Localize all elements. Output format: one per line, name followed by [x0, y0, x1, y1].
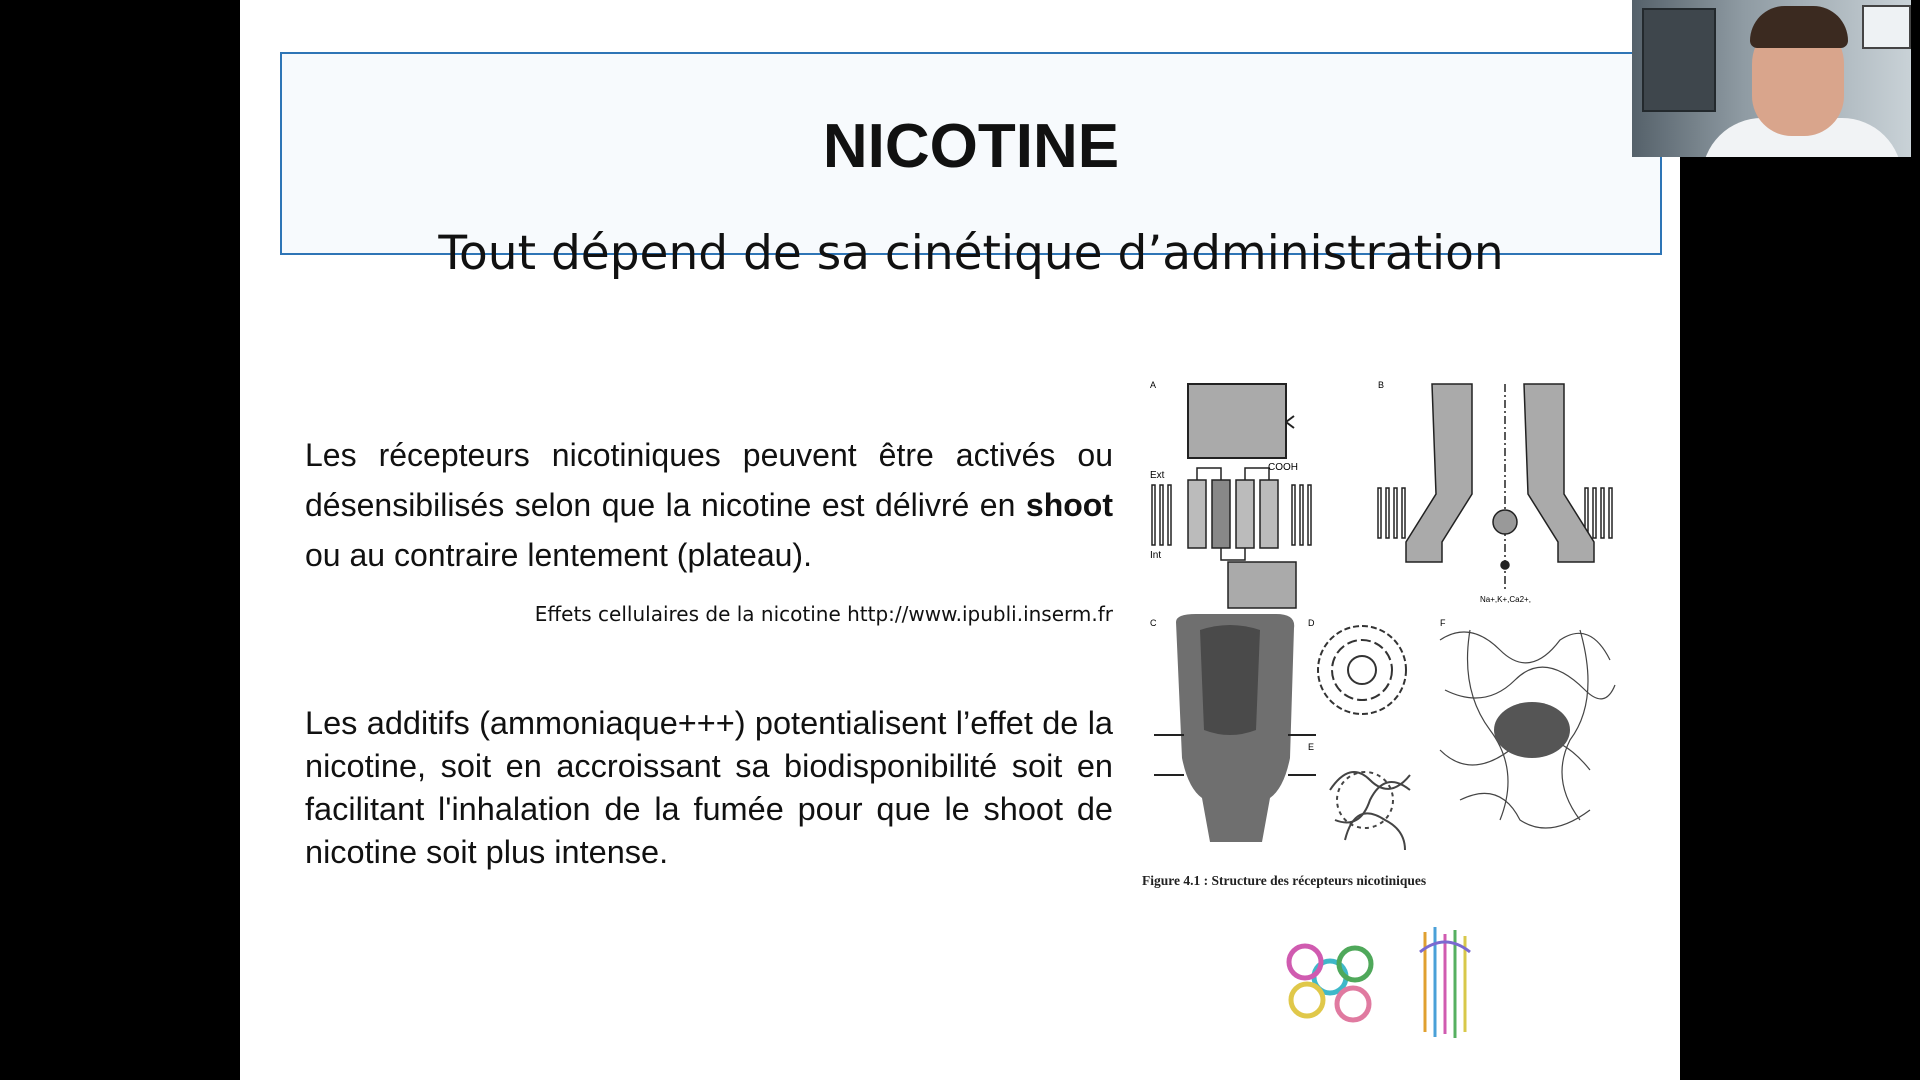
slide-subtitle: Tout dépend de sa cinétique d’administration [438, 226, 1504, 281]
presentation-slide [240, 0, 1680, 1080]
paragraph-receptors-text: Les récepteurs nicotiniques peuvent être activés ou désensibilisés selon que la nicotine est délivré en [305, 437, 1113, 523]
title-box [280, 52, 1662, 281]
webcam-video-feed [1632, 0, 1911, 157]
source-reference: Effets cellulaires de la nicotine http://www.ipubli.inserm.fr [534, 602, 1113, 626]
panel-label-d: D [1308, 618, 1315, 628]
receptor-structure-figure [1140, 370, 1630, 870]
slide-title: NICOTINE [822, 112, 1120, 181]
molecule-images [1275, 922, 1515, 1047]
label-ions: Na+,K+,Ca2+, [1480, 595, 1531, 604]
panel-label-b: B [1378, 380, 1385, 390]
paragraph-receptors-bold: shoot [1025, 487, 1113, 523]
figure-caption: Figure 4.1 : Structure des récepteurs nicotiniques [1142, 873, 1427, 888]
panel-label-f: F [1440, 618, 1446, 628]
panel-label-a: A [1150, 380, 1157, 390]
panel-label-e: E [1308, 742, 1315, 752]
paragraph-receptors-end: ou au contraire lentement (plateau). [305, 537, 812, 573]
paragraph-additives: Les additifs (ammoniaque+++) potentialisent l’effet de la nicotine, soit en accroissant sa biodisponibilité soit en facilitant l'inhalation de la fumée pour que le shoot de nicotine soit plus intense. [305, 705, 1113, 870]
panel-label-c: C [1150, 618, 1157, 628]
label-int: Int [1150, 550, 1162, 561]
label-ext: Ext [1150, 470, 1165, 481]
label-cooh: COOH [1268, 462, 1298, 473]
paragraph-receptors [305, 430, 1113, 580]
